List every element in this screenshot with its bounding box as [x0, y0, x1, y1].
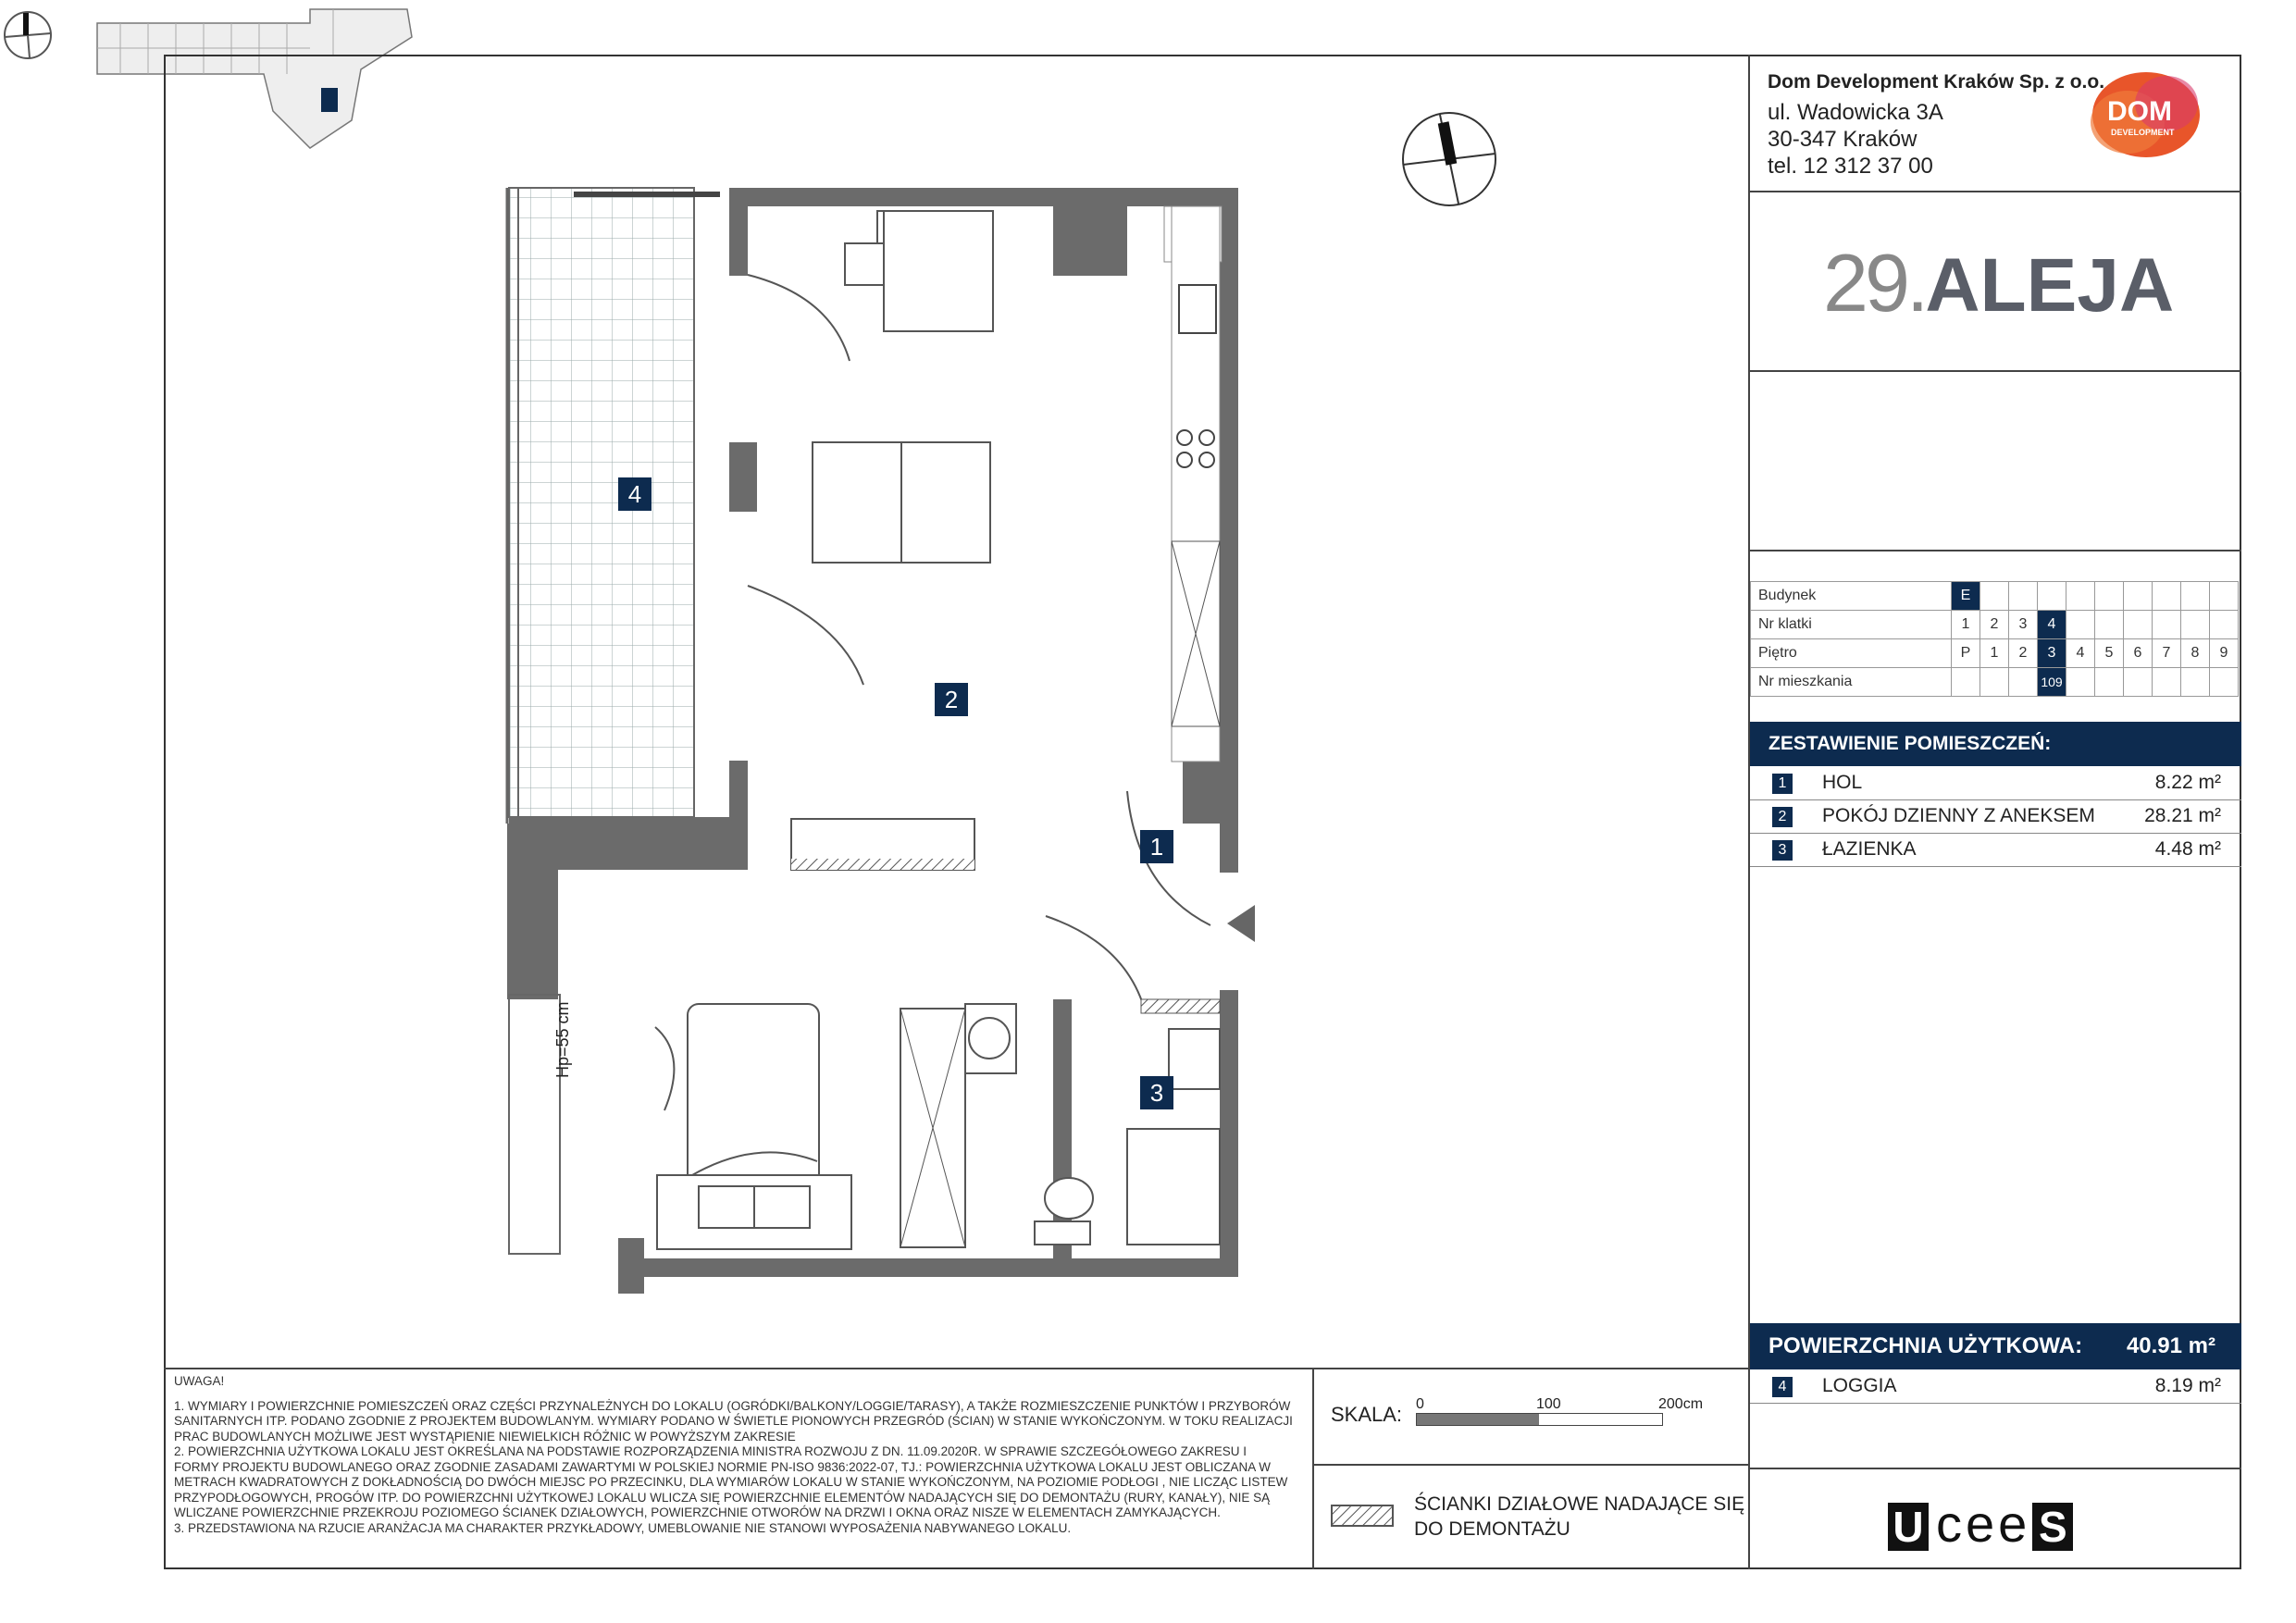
scale-tick-100: 100	[1536, 1396, 1561, 1412]
rooms-heading: ZESTAWIENIE POMIESZCZEŃ:	[1750, 722, 2241, 766]
panel-sep-2	[1750, 370, 2241, 372]
floor-p: P	[1952, 639, 1980, 668]
project-logo-text: ALEJA	[1925, 243, 2175, 328]
room-number: 3	[1772, 840, 1793, 861]
label-staircase: Nr klatki	[1751, 611, 1952, 639]
building-value: E	[1952, 582, 1980, 611]
plan-label-loggia: 4	[618, 477, 652, 511]
ucees-letter-e2: e	[1998, 1494, 2028, 1553]
plan-label-hol: 1	[1140, 830, 1173, 863]
room-area: 4.48 m²	[2154, 838, 2221, 860]
extra-room-row	[1750, 1369, 2241, 1404]
project-logo-number: 29.	[1823, 237, 1926, 328]
loggia-area	[507, 188, 720, 824]
room-name: POKÓJ DZIENNY Z ANEKSEM	[1822, 805, 2095, 826]
company-block	[1768, 68, 2104, 180]
staircase-3: 3	[2009, 611, 2038, 639]
room-name: ŁAZIENKA	[1822, 838, 1917, 860]
ucees-logo	[1888, 1493, 2110, 1553]
floor-9: 9	[2210, 639, 2239, 668]
floor-6: 6	[2124, 639, 2153, 668]
plan-label-living: 2	[935, 683, 968, 716]
scale-legend-divider	[1314, 1464, 1749, 1466]
window-sill-height: Hp=55 cm	[553, 1001, 572, 1078]
floor-8: 8	[2181, 639, 2210, 668]
floor-1: 1	[1980, 639, 2009, 668]
panel-sep-1	[1750, 191, 2241, 192]
wardrobe	[900, 1009, 965, 1247]
scale-tick-0: 0	[1416, 1396, 1424, 1412]
plan-label-bathroom: 3	[1140, 1076, 1173, 1109]
room-name: HOL	[1822, 772, 1863, 793]
scale-bar	[1416, 1413, 1663, 1426]
room-area: 8.19 m²	[2154, 1375, 2221, 1396]
staircase-2: 2	[1980, 611, 2009, 639]
ucees-letter-c: c	[1936, 1494, 1962, 1553]
panel-sep-4	[1750, 1468, 2241, 1469]
label-apartment: Nr mieszkania	[1751, 668, 1952, 697]
floor-2: 2	[2009, 639, 2038, 668]
dom-development-logo	[2087, 67, 2209, 159]
room-row	[1750, 799, 2241, 834]
legend-text	[1414, 1492, 1744, 1542]
project-logo	[1823, 236, 2175, 328]
logo-text-main: DOM	[2107, 96, 2172, 127]
note-3: 3. PRZEDSTAWIONA NA RZUCIE ARANŻACJA MA CHARAKTER PRZYKŁADOWY, UMEBLOWANIE NIE STANOWI WYPOSAŻENIA NABYWANEGO LOKALU.	[174, 1520, 1072, 1535]
ucees-letter-e1: e	[1966, 1494, 1995, 1553]
kitchen	[1164, 206, 1222, 762]
ucees-letter-s: S	[2032, 1503, 2073, 1551]
notes-divider	[164, 1368, 1750, 1369]
floor-3: 3	[2038, 639, 2066, 668]
legend-line-1: ŚCIANKI DZIAŁOWE NADAJĄCE SIĘ	[1414, 1493, 1745, 1515]
room-number: 4	[1772, 1377, 1793, 1397]
room-row	[1750, 833, 2241, 867]
notes-scale-divider	[1312, 1368, 1314, 1569]
note-2: 2. POWIERZCHNIA UŻYTKOWA LOKALU JEST OKREŚLANA NA PODSTAWIE ROZPORZĄDZENIA MINISTRA ROZWOJU Z DN. 11.09.2020R. W SPRAWIE SZCZEGÓŁOWEGO ZAKRESU I FORMY PROJEKTU BUDOWLANEGO ORAZ ZGODNIE ZASADAMI ZAWARTYMI W POLSKIEJ NORMIE PN-ISO 9836:2022-07, TJ.: POWIERZCHNIA UŻYTKOWA LOKALU JEST OBLICZANA W METRACH KWADRATOWYCH Z DOKŁADNOŚCIĄ DO DWÓCH MIEJSC PO PRZECINKU, DLA WYMIARÓW LOKALU W STANIE WYKOŃCZONYM, NA POZIOMIE PODŁOGI , NIE LICZĄC LISTEW PRZYPODŁOGOWYCH, PROGÓW ITP. DO POWIERZCHNI UŻYTKOWEJ LOKALU WLICZA SIĘ POWIERZCHNIE ELEMENTÓW NADAJĄCYCH SIĘ DO DEMONTAŻU (RURY, KANAŁY), NIE SĄ WLICZANE POWIERZCHNIE PRZEKROJU POZIOMEGO ŚCIANEK DZIAŁOWYCH, POWIERZCHNIE OTWORÓW NA DRZWI I OKNA ORAZ NISZE W ELEMENTACH ZAMYKAJĄCYCH.	[174, 1444, 1288, 1519]
note-1: 1. WYMIARY I POWIERZCHNIE POMIESZCZEŃ ORAZ CZĘŚCI PRZYNALEŻNYCH DO LOKALU (OGRÓDKI/BALKONY/LOGGIE/TARASY), A TAKŻE ROZMIESZCZENIE PUNKTÓW I PRZYBORÓW SANITARNYCH ITP. PODANO ZGODNIE Z PROJEKTEM BUDOWLANYM. WYMIARY PODANO W ŚWIETLE PIONOWYCH PRZEGRÓD (ŚCIAN) W STANIE WYKOŃCZONYM. W TOKU REALIZACJI PRAC BUDOWLANYCH MOŻLIWE JEST WYSTĄPIENIE NIEWIELKICH RÓŻNIC W POWYŻSZYM ZAKRESIE	[174, 1398, 1293, 1443]
north-arrow-icon	[1403, 113, 1496, 205]
staircase-4: 4	[2038, 611, 2066, 639]
company-phone: tel. 12 312 37 00	[1768, 154, 1933, 179]
room-number: 1	[1772, 774, 1793, 794]
scale-tick-200: 200cm	[1658, 1396, 1704, 1412]
room-area: 28.21 m²	[2144, 805, 2221, 826]
bathroom-fixtures	[965, 999, 1220, 1245]
total-area-bar	[1750, 1323, 2241, 1369]
company-name: Dom Development Kraków Sp. z o.o.	[1768, 71, 2105, 93]
room-row	[1750, 766, 2241, 800]
apartment-number: 109	[2038, 668, 2066, 697]
notes-block	[174, 1374, 1294, 1536]
total-area-value: 40.91 m²	[2126, 1333, 2215, 1358]
company-city: 30-347 Kraków	[1768, 127, 1917, 152]
staircase-1: 1	[1952, 611, 1980, 639]
floor-4: 4	[2066, 639, 2095, 668]
doors	[655, 275, 1210, 1110]
hatch-legend-icon	[1331, 1505, 1396, 1529]
legend-line-2: DO DEMONTAŻU	[1414, 1518, 1570, 1540]
room-area: 8.22 m²	[2154, 772, 2221, 793]
total-area-label: POWIERZCHNIA UŻYTKOWA:	[1769, 1333, 2083, 1358]
panel-sep-3	[1750, 550, 2241, 551]
ucees-letter-u: U	[1888, 1503, 1929, 1551]
bed	[657, 1004, 851, 1249]
floor-5: 5	[2095, 639, 2124, 668]
notes-heading: UWAGA!	[174, 1374, 225, 1388]
logo-text-sub: DEVELOPMENT	[2111, 128, 2175, 137]
label-building: Budynek	[1751, 582, 1952, 611]
room-number: 2	[1772, 807, 1793, 827]
floor-7: 7	[2153, 639, 2181, 668]
scale-label: SKALA:	[1331, 1403, 1403, 1426]
company-street: ul. Wadowicka 3A	[1768, 100, 1943, 125]
room-name: LOGGIA	[1822, 1375, 1897, 1396]
label-floor: Piętro	[1751, 639, 1952, 668]
unit-info-table	[1750, 581, 2239, 697]
entrance-arrow-icon	[1227, 905, 1255, 942]
dining-table	[845, 211, 993, 331]
